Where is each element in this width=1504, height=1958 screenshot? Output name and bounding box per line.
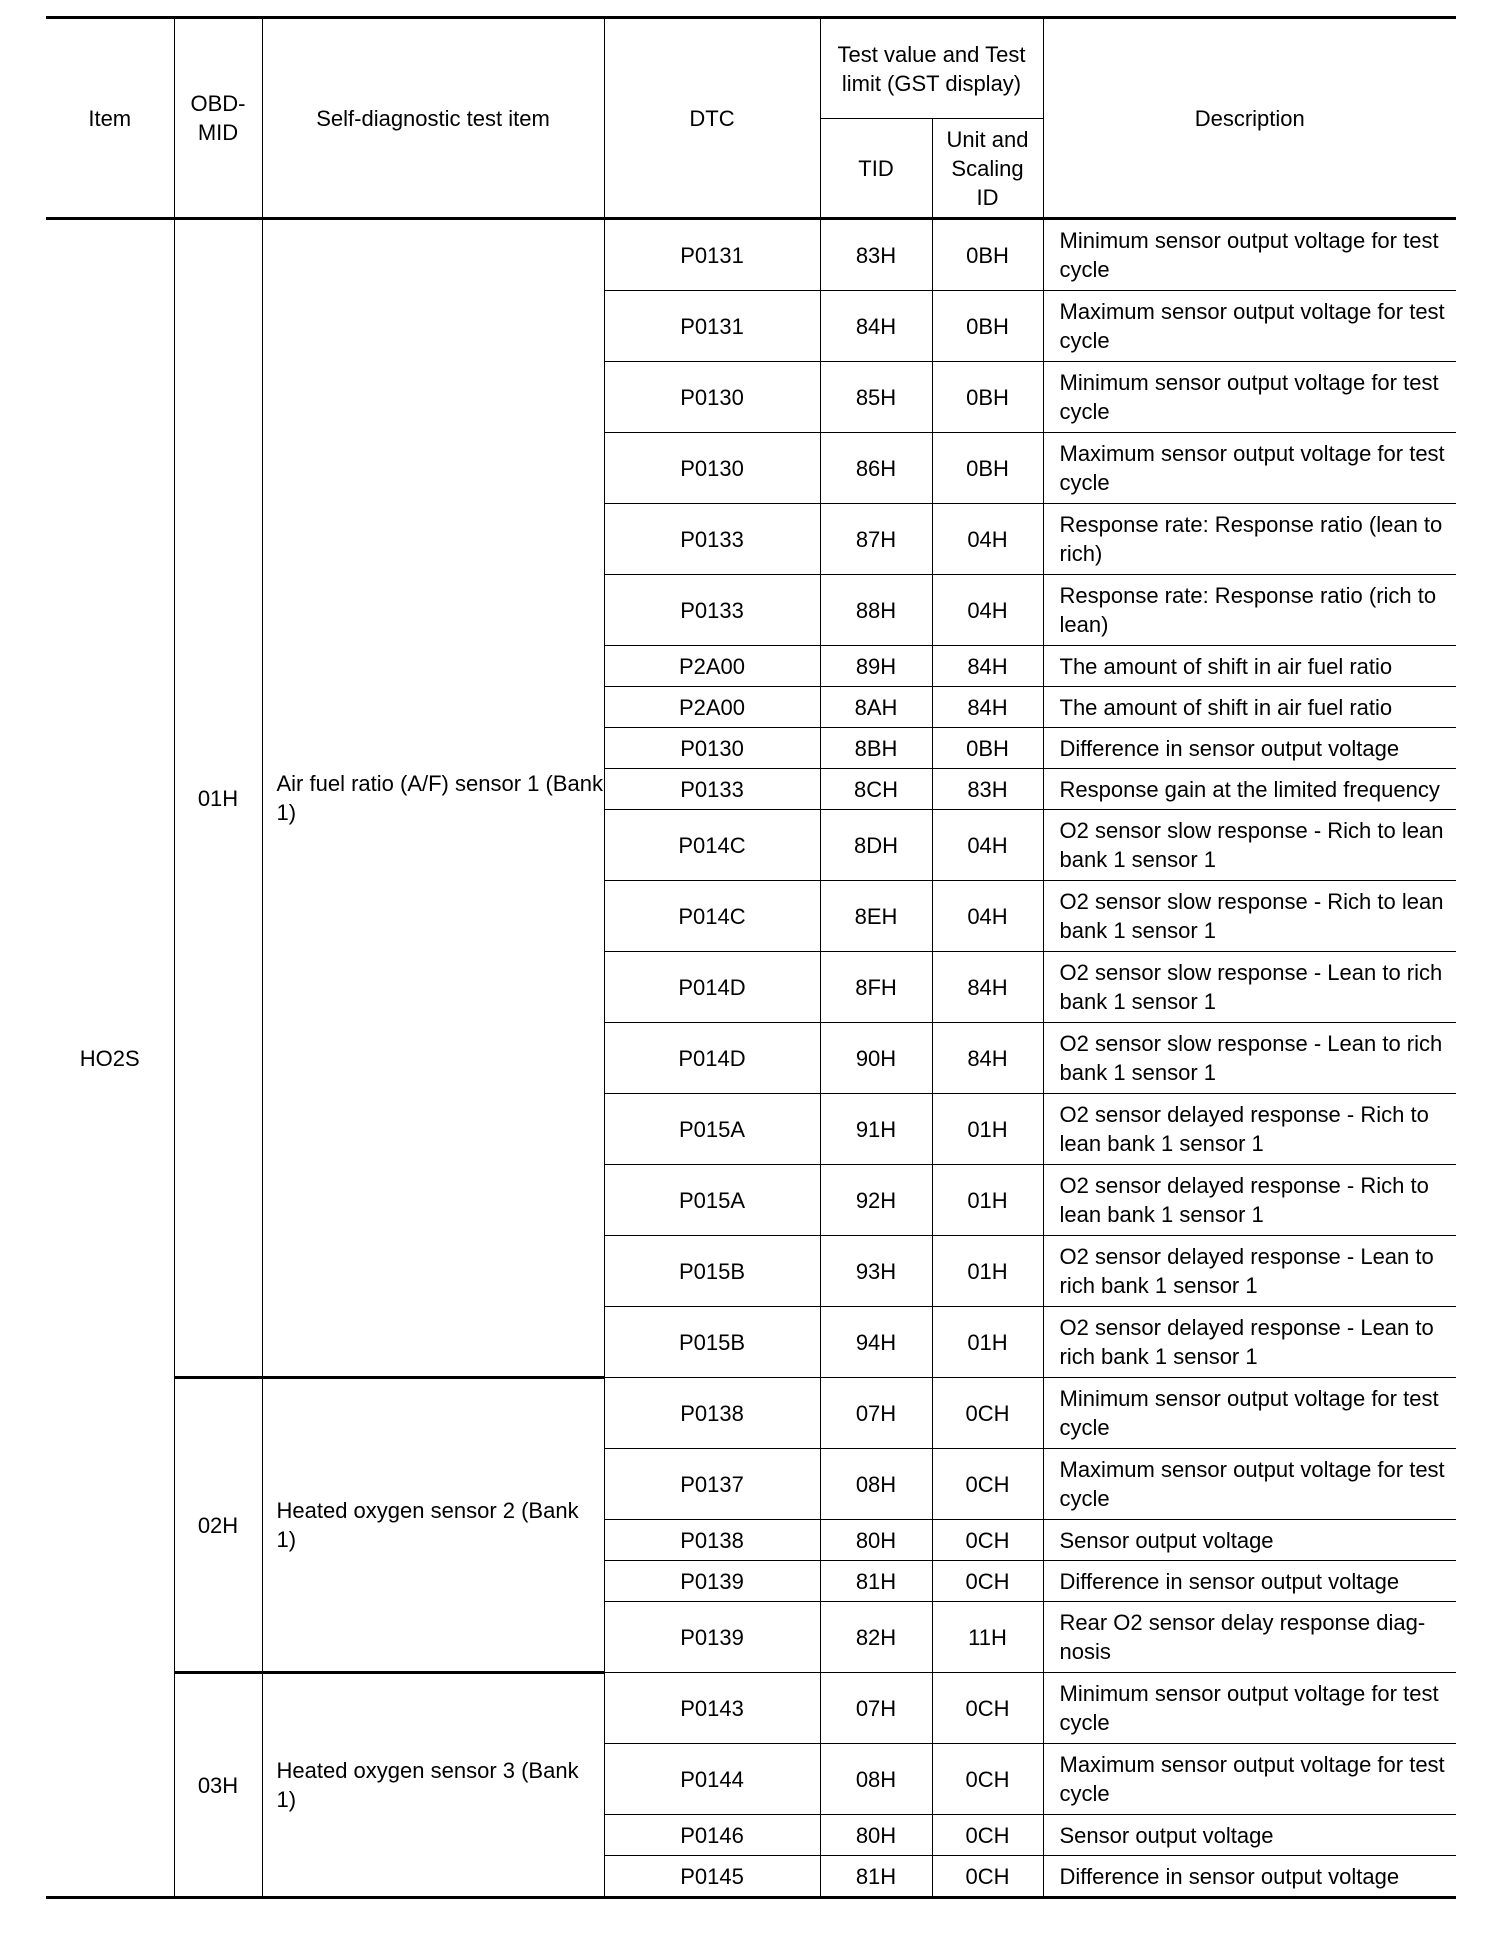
description-cell: Minimum sensor output voltage for test cycle: [1043, 362, 1456, 433]
header-test-value-group: [820, 18, 1043, 119]
unit-cell: 0BH: [932, 291, 1043, 362]
header-tid: TID: [820, 119, 932, 219]
unit-cell: 0CH: [932, 1744, 1043, 1815]
header-test-value-group-label: Test value and Test limit (GST display): [837, 41, 1026, 96]
tid-cell: 8EH: [820, 881, 932, 952]
tid-cell: 07H: [820, 1378, 932, 1449]
unit-cell: 84H: [932, 952, 1043, 1023]
description-cell: Response rate: Response ratio (rich to lean): [1043, 575, 1456, 646]
unit-cell: 0BH: [932, 362, 1043, 433]
dtc-cell: P0133: [604, 575, 820, 646]
description-cell: Maximum sensor output voltage for test cycle: [1043, 291, 1456, 362]
description-cell: Response rate: Response ratio (lean to rich): [1043, 504, 1456, 575]
item-cell: HO2S: [46, 219, 174, 1898]
description-cell: Maximum sensor output voltage for test cycle: [1043, 433, 1456, 504]
unit-cell: 0CH: [932, 1815, 1043, 1856]
unit-cell: 04H: [932, 504, 1043, 575]
table-row: [46, 219, 1456, 291]
dtc-cell: P0138: [604, 1520, 820, 1561]
dtc-cell: P014C: [604, 881, 820, 952]
table-body: [46, 219, 1456, 1898]
dtc-cell: P0130: [604, 728, 820, 769]
tid-cell: 8BH: [820, 728, 932, 769]
tid-cell: 08H: [820, 1744, 932, 1815]
obd-mid-cell: 02H: [174, 1378, 262, 1673]
unit-cell: 0CH: [932, 1673, 1043, 1744]
tid-cell: 8FH: [820, 952, 932, 1023]
tid-cell: 93H: [820, 1236, 932, 1307]
description-cell: Minimum sensor output voltage for test cycle: [1043, 219, 1456, 291]
unit-cell: 0BH: [932, 728, 1043, 769]
description-cell: O2 sensor delayed response - Rich to lean bank 1 sensor 1: [1043, 1094, 1456, 1165]
unit-cell: 01H: [932, 1307, 1043, 1378]
tid-cell: 85H: [820, 362, 932, 433]
dtc-cell: P0131: [604, 291, 820, 362]
dtc-cell: P014C: [604, 810, 820, 881]
tid-cell: 81H: [820, 1561, 932, 1602]
tid-cell: 86H: [820, 433, 932, 504]
unit-cell: 0CH: [932, 1520, 1043, 1561]
tid-cell: 80H: [820, 1520, 932, 1561]
description-cell: Minimum sensor output voltage for test cycle: [1043, 1673, 1456, 1744]
tid-cell: 8CH: [820, 769, 932, 810]
description-cell: O2 sensor delayed response - Lean to rich bank 1 sensor 1: [1043, 1307, 1456, 1378]
obd-test-table: [46, 16, 1456, 1899]
unit-cell: 11H: [932, 1602, 1043, 1673]
description-cell: Maximum sensor output voltage for test cycle: [1043, 1449, 1456, 1520]
dtc-cell: P0138: [604, 1378, 820, 1449]
dtc-cell: P014D: [604, 1023, 820, 1094]
unit-cell: 0CH: [932, 1449, 1043, 1520]
obd-mid-cell: 03H: [174, 1673, 262, 1898]
tid-cell: 82H: [820, 1602, 932, 1673]
table-row: [46, 1378, 1456, 1449]
unit-cell: 04H: [932, 810, 1043, 881]
unit-cell: 0CH: [932, 1561, 1043, 1602]
dtc-cell: P015B: [604, 1307, 820, 1378]
tid-cell: 07H: [820, 1673, 932, 1744]
dtc-cell: P0139: [604, 1561, 820, 1602]
tid-cell: 87H: [820, 504, 932, 575]
dtc-cell: P0146: [604, 1815, 820, 1856]
description-cell: Difference in sensor output voltage: [1043, 1856, 1456, 1898]
description-cell: The amount of shift in air fuel ratio: [1043, 646, 1456, 687]
tid-cell: 81H: [820, 1856, 932, 1898]
tid-cell: 80H: [820, 1815, 932, 1856]
unit-cell: 0BH: [932, 219, 1043, 291]
tid-cell: 89H: [820, 646, 932, 687]
test-item-cell: Heated oxygen sensor 2 (Bank 1): [262, 1378, 604, 1673]
dtc-cell: P0139: [604, 1602, 820, 1673]
dtc-cell: P0144: [604, 1744, 820, 1815]
obd-mid-cell: 01H: [174, 219, 262, 1378]
dtc-cell: P0143: [604, 1673, 820, 1744]
header-unit: [932, 119, 1043, 219]
test-item-cell: Heated oxygen sensor 3 (Bank 1): [262, 1673, 604, 1898]
description-cell: O2 sensor slow response - Lean to rich bank 1 sensor 1: [1043, 1023, 1456, 1094]
description-cell: O2 sensor slow response - Rich to lean bank 1 sensor 1: [1043, 881, 1456, 952]
tid-cell: 8AH: [820, 687, 932, 728]
header-item: Item: [46, 18, 174, 219]
dtc-cell: P015A: [604, 1094, 820, 1165]
description-cell: O2 sensor slow response - Rich to lean bank 1 sensor 1: [1043, 810, 1456, 881]
description-cell: Sensor output voltage: [1043, 1520, 1456, 1561]
dtc-cell: P2A00: [604, 687, 820, 728]
unit-cell: 01H: [932, 1236, 1043, 1307]
dtc-cell: P0137: [604, 1449, 820, 1520]
description-cell: O2 sensor delayed response - Lean to rich bank 1 sensor 1: [1043, 1236, 1456, 1307]
unit-cell: 04H: [932, 881, 1043, 952]
header-dtc: DTC: [604, 18, 820, 219]
test-item-cell: Air fuel ratio (A/F) sensor 1 (Bank 1): [262, 219, 604, 1378]
dtc-cell: P015B: [604, 1236, 820, 1307]
tid-cell: 8DH: [820, 810, 932, 881]
unit-cell: 84H: [932, 1023, 1043, 1094]
dtc-cell: P0133: [604, 769, 820, 810]
description-cell: Sensor output voltage: [1043, 1815, 1456, 1856]
table-row: [46, 1673, 1456, 1744]
description-cell: Response gain at the limited frequency: [1043, 769, 1456, 810]
unit-cell: 83H: [932, 769, 1043, 810]
tid-cell: 88H: [820, 575, 932, 646]
dtc-cell: P014D: [604, 952, 820, 1023]
header-description: Description: [1043, 18, 1456, 219]
dtc-cell: P0130: [604, 362, 820, 433]
unit-cell: 0BH: [932, 433, 1043, 504]
unit-cell: 0CH: [932, 1856, 1043, 1898]
header-test-item: Self-diagnostic test item: [262, 18, 604, 219]
description-cell: The amount of shift in air fuel ratio: [1043, 687, 1456, 728]
header-obd-mid-label: OBD-MID: [190, 91, 246, 145]
unit-cell: 01H: [932, 1094, 1043, 1165]
description-cell: O2 sensor slow response - Lean to rich bank 1 sensor 1: [1043, 952, 1456, 1023]
tid-cell: 94H: [820, 1307, 932, 1378]
unit-cell: 84H: [932, 687, 1043, 728]
description-cell: Difference in sensor output voltage: [1043, 1561, 1456, 1602]
tid-cell: 90H: [820, 1023, 932, 1094]
description-cell: O2 sensor delayed response - Rich to lean bank 1 sensor 1: [1043, 1165, 1456, 1236]
header-obd-mid: [174, 18, 262, 219]
unit-cell: 84H: [932, 646, 1043, 687]
unit-cell: 04H: [932, 575, 1043, 646]
description-cell: Rear O2 sensor delay response diag-nosis: [1043, 1602, 1456, 1673]
tid-cell: 92H: [820, 1165, 932, 1236]
tid-cell: 08H: [820, 1449, 932, 1520]
tid-cell: 84H: [820, 291, 932, 362]
tid-cell: 91H: [820, 1094, 932, 1165]
description-cell: Maximum sensor output voltage for test cycle: [1043, 1744, 1456, 1815]
dtc-cell: P0130: [604, 433, 820, 504]
dtc-cell: P2A00: [604, 646, 820, 687]
dtc-cell: P0133: [604, 504, 820, 575]
unit-cell: 01H: [932, 1165, 1043, 1236]
description-cell: Difference in sensor output voltage: [1043, 728, 1456, 769]
dtc-cell: P0145: [604, 1856, 820, 1898]
tid-cell: 83H: [820, 219, 932, 291]
header-unit-label: Unit and Scaling ID: [946, 126, 1029, 210]
unit-cell: 0CH: [932, 1378, 1043, 1449]
description-cell: Minimum sensor output voltage for test cycle: [1043, 1378, 1456, 1449]
dtc-cell: P015A: [604, 1165, 820, 1236]
dtc-cell: P0131: [604, 219, 820, 291]
